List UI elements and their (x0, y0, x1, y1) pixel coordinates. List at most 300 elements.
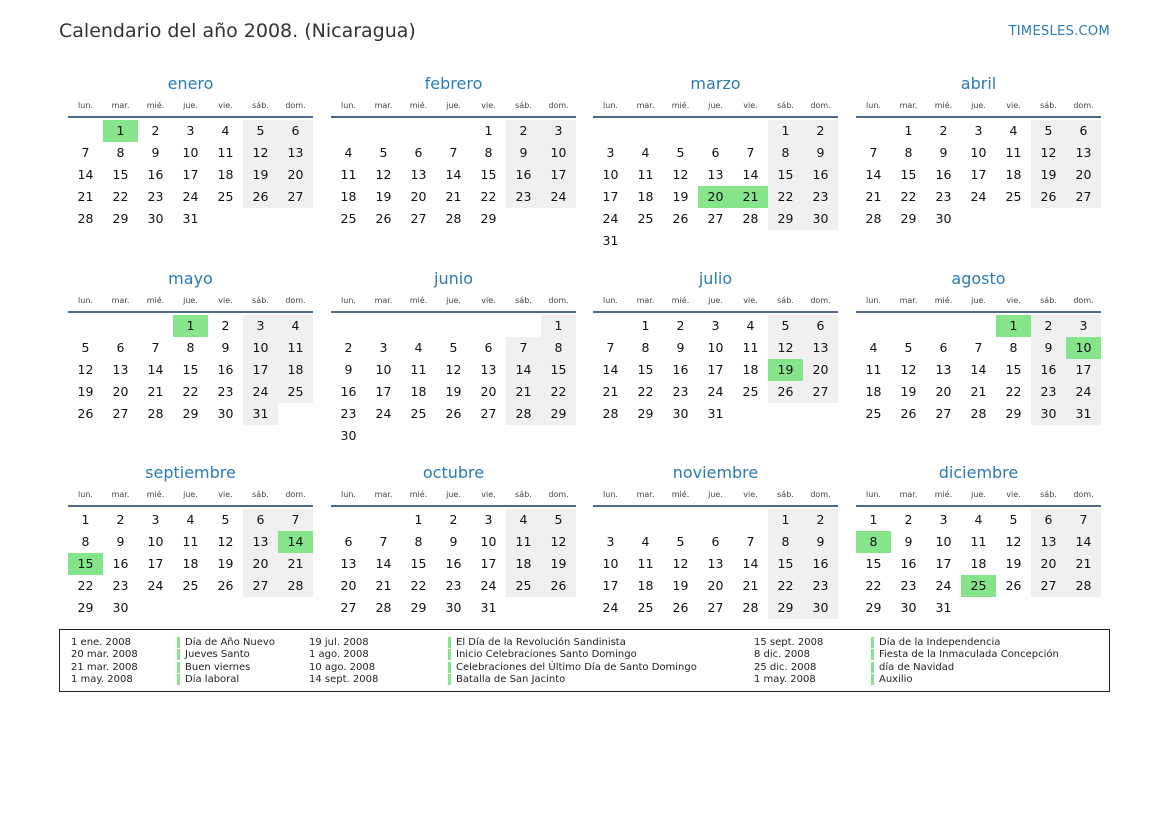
legend-holiday-name: Fiesta de la Inmaculada Concepción (871, 649, 1059, 660)
day-cell: 26 (77, 406, 94, 421)
day-cell: 8 (541, 337, 576, 359)
day-cell: 18 (865, 384, 882, 399)
holiday-day-cell: 21 (733, 186, 768, 208)
day-cell: 29 (77, 600, 94, 615)
day-cell: 24 (147, 578, 164, 593)
day-cell: 18 (182, 556, 199, 571)
day-cell: 6 (414, 145, 423, 160)
holiday-day-cell: 19 (768, 359, 803, 381)
empty-cell (698, 509, 733, 531)
day-cell: 9 (116, 534, 125, 549)
day-cell: 7 (449, 145, 458, 160)
day-cell: 24 (935, 578, 952, 593)
day-cell: 22 (900, 189, 917, 204)
day-cell: 31 (935, 600, 952, 615)
day-cell: 9 (676, 340, 685, 355)
day-cell: 19 (1005, 556, 1022, 571)
day-cell: 6 (278, 120, 313, 142)
day-cell: 12 (1031, 142, 1066, 164)
day-cell: 5 (676, 145, 685, 160)
day-cell: 6 (1066, 120, 1101, 142)
day-cell: 14 (147, 362, 164, 377)
day-cell: 7 (746, 145, 755, 160)
legend-holiday-name: Batalla de San Jacinto (448, 674, 565, 685)
weekday-label: lun. (866, 490, 881, 499)
day-cell: 12 (77, 362, 94, 377)
day-cell: 6 (116, 340, 125, 355)
day-cell: 24 (602, 600, 619, 615)
day-cell: 7 (278, 509, 313, 531)
day-cell: 15 (900, 167, 917, 182)
empty-cell (103, 315, 138, 337)
day-cell: 4 (414, 340, 423, 355)
day-cell: 6 (711, 145, 720, 160)
day-cell: 24 (970, 189, 987, 204)
holiday-day-cell: 15 (68, 553, 103, 575)
day-cell: 19 (445, 384, 462, 399)
day-cell: 7 (869, 145, 878, 160)
day-cell: 19 (77, 384, 94, 399)
empty-cell (506, 315, 541, 337)
day-cell: 3 (243, 315, 278, 337)
weekday-label: mar. (636, 101, 655, 110)
day-cell: 24 (182, 189, 199, 204)
day-cell: 9 (904, 534, 913, 549)
day-cell: 19 (375, 189, 392, 204)
days-grid (331, 315, 576, 447)
weekday-label: jue. (708, 490, 723, 499)
day-cell: 11 (182, 534, 199, 549)
weekday-label: dom. (548, 296, 569, 305)
weekday-label: mar. (899, 101, 918, 110)
day-cell: 3 (379, 340, 388, 355)
day-cell: 8 (641, 340, 650, 355)
day-cell: 27 (707, 211, 724, 226)
day-cell: 27 (935, 406, 952, 421)
day-cell: 22 (541, 381, 576, 403)
holiday-day-cell: 14 (278, 531, 313, 553)
day-cell: 4 (344, 145, 353, 160)
empty-cell (68, 315, 103, 337)
month-febrero (331, 72, 576, 230)
days-grid (856, 315, 1101, 425)
weekday-label: dom. (285, 490, 306, 499)
weekday-label: jue. (446, 296, 461, 305)
day-cell: 2 (449, 512, 458, 527)
weekday-header (68, 485, 313, 507)
weekday-label: lun. (866, 296, 881, 305)
day-cell: 27 (707, 600, 724, 615)
day-cell: 4 (974, 512, 983, 527)
day-cell: 27 (803, 381, 838, 403)
weekday-label: jue. (446, 101, 461, 110)
day-cell: 28 (865, 211, 882, 226)
weekday-label: vie. (743, 101, 758, 110)
day-cell: 18 (506, 553, 541, 575)
day-cell: 5 (768, 315, 803, 337)
empty-cell (471, 315, 506, 337)
weekday-label: vie. (1006, 490, 1021, 499)
day-cell: 2 (344, 340, 353, 355)
day-cell: 17 (541, 164, 576, 186)
day-cell: 30 (1031, 403, 1066, 425)
day-cell: 12 (217, 534, 234, 549)
day-cell: 31 (707, 406, 724, 421)
day-cell: 3 (186, 123, 195, 138)
day-cell: 9 (506, 142, 541, 164)
weekday-header (68, 291, 313, 313)
day-cell: 28 (506, 403, 541, 425)
holiday-day-cell: 1 (996, 315, 1031, 337)
legend-holiday-name: Día laboral (177, 674, 239, 685)
day-cell: 3 (151, 512, 160, 527)
weekday-label: vie. (481, 296, 496, 305)
day-cell: 28 (375, 600, 392, 615)
weekday-label: dom. (810, 101, 831, 110)
weekday-label: dom. (1073, 101, 1094, 110)
empty-cell (593, 120, 628, 142)
day-cell: 26 (672, 600, 689, 615)
day-cell: 9 (939, 145, 948, 160)
weekday-label: mar. (636, 490, 655, 499)
empty-cell (331, 509, 366, 531)
weekday-label: vie. (218, 490, 233, 499)
empty-cell (366, 120, 401, 142)
day-cell: 18 (410, 384, 427, 399)
month-name: abril (960, 74, 997, 93)
days-grid (593, 315, 838, 425)
day-cell: 14 (865, 167, 882, 182)
month-name: octubre (422, 463, 485, 482)
day-cell: 8 (81, 534, 90, 549)
month-agosto (856, 267, 1101, 425)
day-cell: 24 (602, 211, 619, 226)
day-cell: 20 (243, 553, 278, 575)
day-cell: 31 (480, 600, 497, 615)
legend-holiday-name: Día de la Independencia (871, 637, 1000, 648)
day-cell: 5 (243, 120, 278, 142)
weekday-label: dom. (810, 490, 831, 499)
day-cell: 20 (112, 384, 129, 399)
day-cell: 15 (112, 167, 129, 182)
day-cell: 21 (602, 384, 619, 399)
month-name: enero (167, 74, 214, 93)
day-cell: 13 (278, 142, 313, 164)
day-cell: 2 (221, 318, 230, 333)
empty-cell (366, 509, 401, 531)
day-cell: 26 (900, 406, 917, 421)
day-cell: 20 (278, 164, 313, 186)
weekday-label: vie. (481, 490, 496, 499)
day-cell: 17 (970, 167, 987, 182)
weekday-label: lun. (603, 490, 618, 499)
day-cell: 2 (676, 318, 685, 333)
day-cell: 22 (77, 578, 94, 593)
weekday-label: mié. (671, 296, 690, 305)
weekday-label: mié. (146, 101, 165, 110)
day-cell: 17 (375, 384, 392, 399)
day-cell: 11 (865, 362, 882, 377)
weekday-label: sáb. (1040, 490, 1057, 499)
day-cell: 1 (414, 512, 423, 527)
day-cell: 9 (803, 142, 838, 164)
day-cell: 10 (602, 556, 619, 571)
day-cell: 27 (340, 600, 357, 615)
day-cell: 14 (970, 362, 987, 377)
legend-date: 1 may. 2008 (71, 674, 133, 686)
day-cell: 23 (217, 384, 234, 399)
day-cell: 8 (768, 531, 803, 553)
day-cell: 24 (375, 406, 392, 421)
day-cell: 14 (375, 556, 392, 571)
weekday-label: vie. (743, 490, 758, 499)
day-cell: 10 (707, 340, 724, 355)
day-cell: 6 (243, 509, 278, 531)
empty-cell (401, 315, 436, 337)
day-cell: 30 (112, 600, 129, 615)
day-cell: 16 (803, 164, 838, 186)
legend-holiday-name: El Día de la Revolución Sandinista (448, 637, 626, 648)
legend-date: 25 dic. 2008 (754, 661, 817, 673)
weekday-label: jue. (708, 296, 723, 305)
day-cell: 25 (742, 384, 759, 399)
empty-cell (331, 315, 366, 337)
legend-date: 1 ago. 2008 (309, 649, 369, 661)
day-cell: 25 (410, 406, 427, 421)
day-cell: 13 (935, 362, 952, 377)
weekday-label: lun. (866, 101, 881, 110)
weekday-header (856, 485, 1101, 507)
day-cell: 9 (1031, 337, 1066, 359)
day-cell: 10 (480, 534, 497, 549)
day-cell: 30 (445, 600, 462, 615)
weekday-label: vie. (218, 101, 233, 110)
days-grid (68, 120, 313, 230)
day-cell: 9 (344, 362, 353, 377)
day-cell: 10 (375, 362, 392, 377)
day-cell: 24 (541, 186, 576, 208)
month-name: noviembre (672, 463, 759, 482)
day-cell: 23 (803, 186, 838, 208)
day-cell: 4 (641, 145, 650, 160)
weekday-label: mié. (934, 490, 953, 499)
day-cell: 11 (506, 531, 541, 553)
day-cell: 18 (1005, 167, 1022, 182)
day-cell: 15 (637, 362, 654, 377)
weekday-label: sáb. (515, 296, 532, 305)
day-cell: 11 (970, 534, 987, 549)
weekday-label: mié. (934, 296, 953, 305)
day-cell: 19 (1031, 164, 1066, 186)
weekday-label: sáb. (777, 101, 794, 110)
day-cell: 17 (1066, 359, 1101, 381)
day-cell: 22 (480, 189, 497, 204)
day-cell: 8 (414, 534, 423, 549)
day-cell: 13 (707, 167, 724, 182)
legend-holiday-name: Buen viernes (177, 662, 250, 673)
day-cell: 5 (449, 340, 458, 355)
day-cell: 6 (484, 340, 493, 355)
day-cell: 11 (742, 340, 759, 355)
day-cell: 17 (480, 556, 497, 571)
day-cell: 10 (970, 145, 987, 160)
day-cell: 25 (865, 406, 882, 421)
weekday-label: sáb. (252, 490, 269, 499)
day-cell: 21 (375, 578, 392, 593)
brand-link[interactable]: TIMESLES.COM (1008, 24, 1110, 39)
day-cell: 10 (541, 142, 576, 164)
day-cell: 21 (865, 189, 882, 204)
weekday-label: lun. (341, 296, 356, 305)
legend-holiday-name: Celebraciones del Último Día de Santo Domingo (448, 662, 697, 673)
day-cell: 6 (939, 340, 948, 355)
weekday-label: jue. (971, 296, 986, 305)
day-cell: 16 (672, 362, 689, 377)
day-cell: 9 (151, 145, 160, 160)
weekday-label: dom. (548, 490, 569, 499)
day-cell: 17 (147, 556, 164, 571)
day-cell: 19 (217, 556, 234, 571)
day-cell: 20 (410, 189, 427, 204)
month-noviembre (593, 461, 838, 619)
day-cell: 29 (410, 600, 427, 615)
day-cell: 1 (641, 318, 650, 333)
day-cell: 4 (278, 315, 313, 337)
day-cell: 19 (672, 189, 689, 204)
day-cell: 25 (637, 211, 654, 226)
day-cell: 19 (900, 384, 917, 399)
legend-date: 19 jul. 2008 (309, 637, 369, 648)
day-cell: 3 (484, 512, 493, 527)
month-name: junio (434, 269, 473, 288)
day-cell: 29 (541, 403, 576, 425)
day-cell: 20 (707, 578, 724, 593)
day-cell: 31 (1066, 403, 1101, 425)
day-cell: 2 (939, 123, 948, 138)
day-cell: 7 (506, 337, 541, 359)
day-cell: 11 (637, 556, 654, 571)
day-cell: 27 (112, 406, 129, 421)
day-cell: 22 (865, 578, 882, 593)
legend-holiday-name: Día de Año Nuevo (177, 637, 275, 648)
weekday-label: dom. (285, 296, 306, 305)
legend-date: 20 mar. 2008 (71, 649, 138, 661)
weekday-label: dom. (1073, 490, 1094, 499)
holiday-day-cell: 8 (856, 531, 891, 553)
day-cell: 2 (506, 120, 541, 142)
weekday-label: mar. (899, 490, 918, 499)
day-cell: 25 (1005, 189, 1022, 204)
day-cell: 2 (1031, 315, 1066, 337)
month-mayo (68, 267, 313, 425)
day-cell: 28 (147, 406, 164, 421)
day-cell: 16 (900, 556, 917, 571)
day-cell: 29 (637, 406, 654, 421)
day-cell: 26 (1005, 578, 1022, 593)
day-cell: 28 (742, 211, 759, 226)
weekday-label: jue. (446, 490, 461, 499)
empty-cell (663, 120, 698, 142)
day-cell: 29 (1005, 406, 1022, 421)
empty-cell (436, 315, 471, 337)
weekday-header (331, 96, 576, 118)
day-cell: 29 (900, 211, 917, 226)
day-cell: 13 (707, 556, 724, 571)
weekday-label: sáb. (1040, 296, 1057, 305)
day-cell: 8 (116, 145, 125, 160)
day-cell: 18 (637, 189, 654, 204)
day-cell: 17 (602, 578, 619, 593)
day-cell: 26 (1031, 186, 1066, 208)
day-cell: 1 (768, 509, 803, 531)
day-cell: 28 (970, 406, 987, 421)
day-cell: 11 (278, 337, 313, 359)
day-cell: 6 (711, 534, 720, 549)
day-cell: 28 (278, 575, 313, 597)
weekday-label: mié. (146, 490, 165, 499)
day-cell: 18 (742, 362, 759, 377)
day-cell: 3 (974, 123, 983, 138)
day-cell: 8 (186, 340, 195, 355)
weekday-label: lun. (78, 296, 93, 305)
day-cell: 1 (484, 123, 493, 138)
month-name: mayo (168, 269, 213, 288)
day-cell: 17 (707, 362, 724, 377)
day-cell: 20 (480, 384, 497, 399)
month-octubre (331, 461, 576, 619)
day-cell: 30 (803, 597, 838, 619)
month-julio (593, 267, 838, 425)
weekday-label: vie. (743, 296, 758, 305)
day-cell: 18 (970, 556, 987, 571)
day-cell: 20 (1066, 164, 1101, 186)
day-cell: 22 (768, 186, 803, 208)
day-cell: 27 (243, 575, 278, 597)
weekday-header (856, 291, 1101, 313)
day-cell: 1 (869, 512, 878, 527)
day-cell: 11 (637, 167, 654, 182)
day-cell: 27 (480, 406, 497, 421)
day-cell: 5 (1031, 120, 1066, 142)
day-cell: 5 (676, 534, 685, 549)
day-cell: 27 (410, 211, 427, 226)
weekday-label: mié. (934, 101, 953, 110)
weekday-label: mar. (374, 296, 393, 305)
day-cell: 20 (935, 384, 952, 399)
day-cell: 14 (77, 167, 94, 182)
day-cell: 12 (900, 362, 917, 377)
weekday-label: sáb. (777, 490, 794, 499)
days-grid (593, 509, 838, 619)
day-cell: 17 (602, 189, 619, 204)
day-cell: 25 (340, 211, 357, 226)
days-grid (593, 120, 838, 252)
empty-cell (628, 120, 663, 142)
weekday-label: dom. (285, 101, 306, 110)
empty-cell (926, 315, 961, 337)
day-cell: 1 (768, 120, 803, 142)
day-cell: 7 (974, 340, 983, 355)
empty-cell (698, 120, 733, 142)
day-cell: 13 (1066, 142, 1101, 164)
day-cell: 15 (768, 164, 803, 186)
weekday-header (68, 96, 313, 118)
weekday-label: vie. (481, 101, 496, 110)
day-cell: 5 (1009, 512, 1018, 527)
weekday-label: lun. (341, 101, 356, 110)
month-enero (68, 72, 313, 230)
day-cell: 5 (541, 509, 576, 531)
